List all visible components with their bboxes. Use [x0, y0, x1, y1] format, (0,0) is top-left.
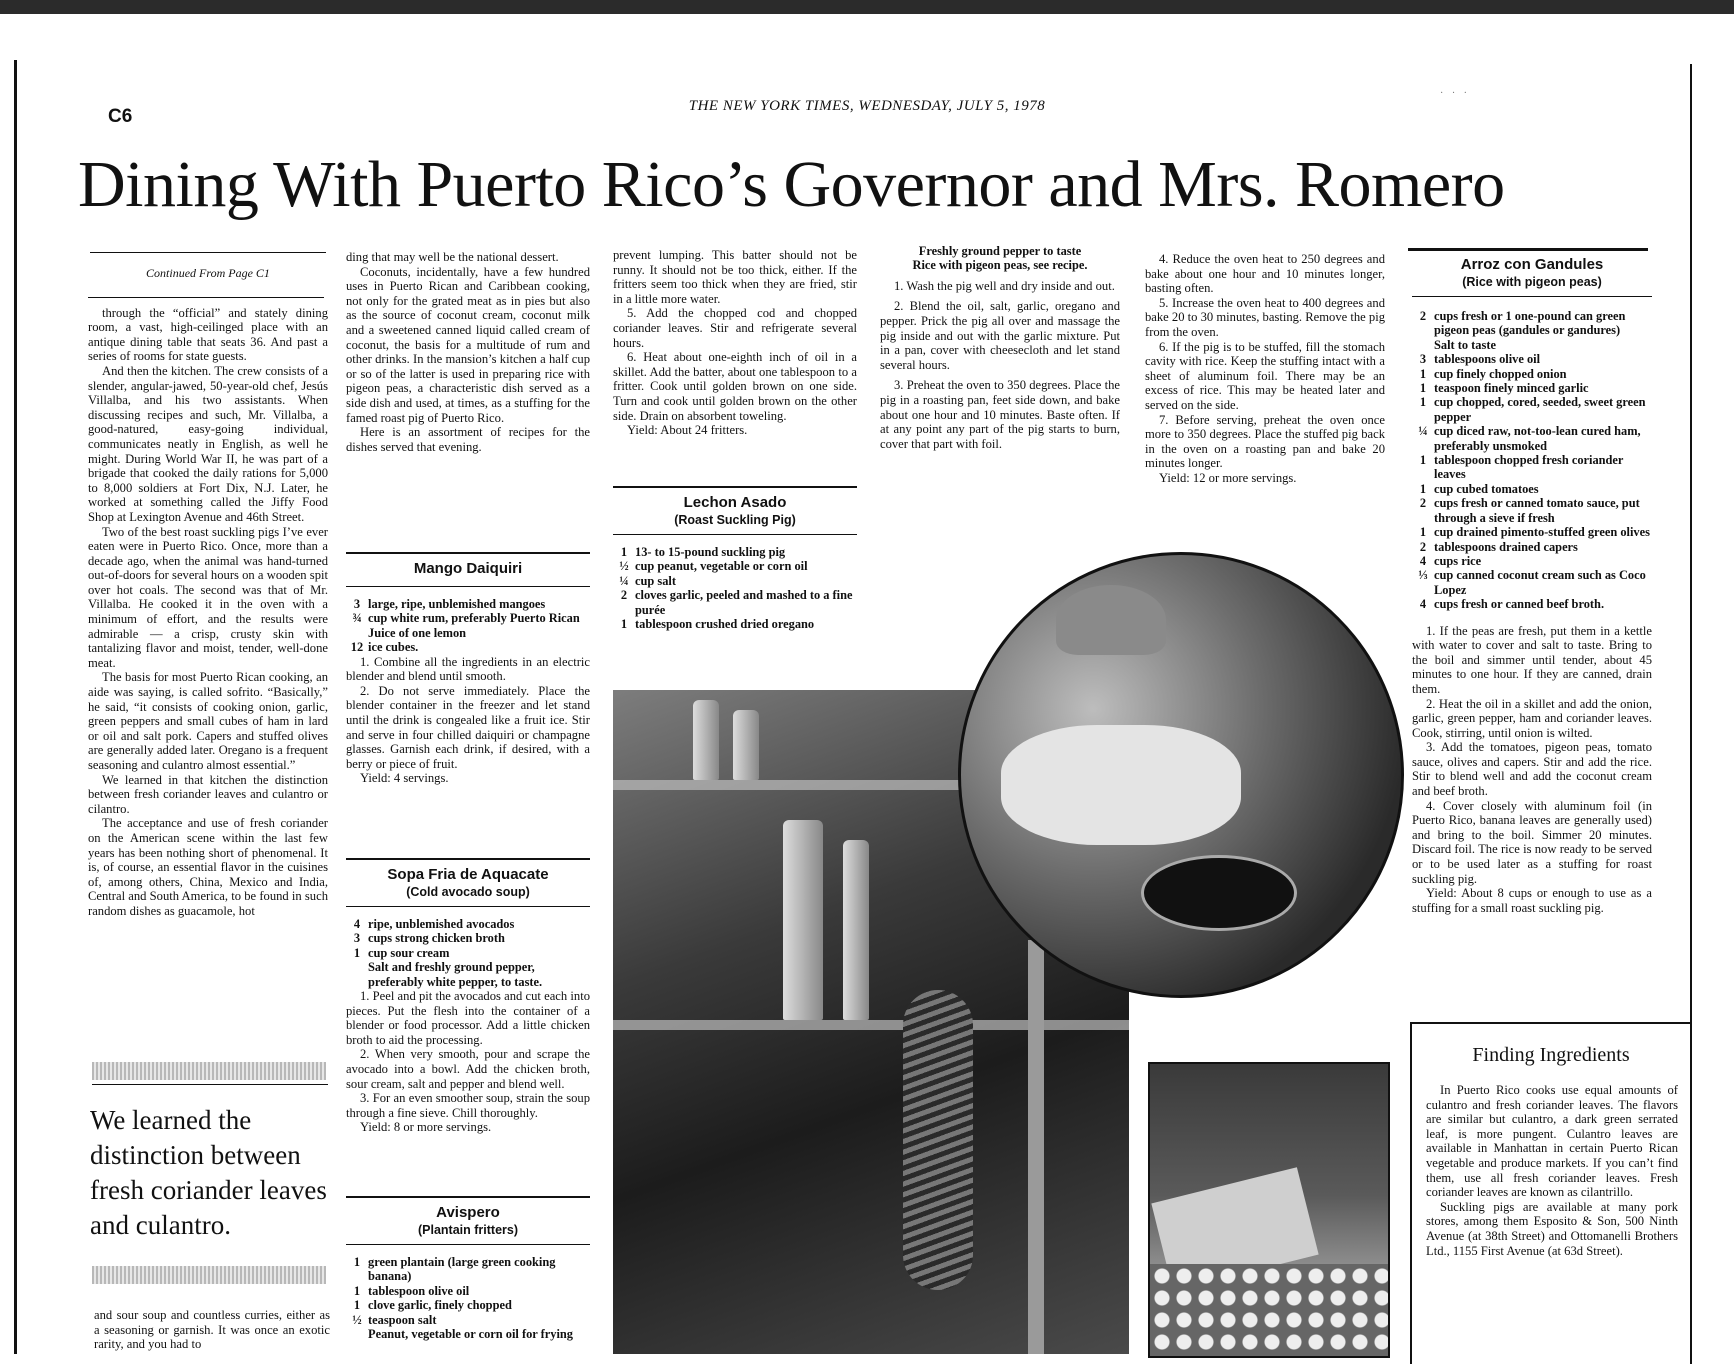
photo-chef-hat: [1056, 585, 1166, 655]
ingredient-item: [613, 559, 857, 573]
photo-fruit: [1150, 1264, 1388, 1356]
ingredient-quantity: 1: [1419, 366, 1427, 381]
ingredient-item: [346, 960, 590, 989]
ingredient-quantity: 4: [1419, 597, 1427, 612]
chef-portrait-photo: [958, 552, 1404, 998]
ingredient-quantity: 12: [350, 640, 364, 655]
recipe-step: 3. Preheat the oven to 350 degrees. Place the pig in a roasting pan, feet side down, and bake about one hour and 10 minutes. Baste often. If at any point any part of the pig starts to burn, cover that part with foil.: [880, 378, 1120, 451]
recipe-step: 7. Before serving, preheat the oven once more to 350 degrees. Place the stuffed pig back in the oven on a roasting pan and bake 20 minutes longer.: [1145, 412, 1385, 471]
recipe-steps: [1412, 624, 1652, 887]
recipe-avispero: [346, 1204, 590, 1341]
recipe-step: 4. Reduce the oven heat to 250 degrees and bake about one hour and 10 minutes longer, basting often.: [1145, 252, 1385, 296]
ingredient-quantity: 2: [1419, 539, 1427, 554]
ingredient-list: [1412, 309, 1652, 612]
recipe-yield: Yield: 4 servings.: [360, 771, 449, 786]
ingredient-item: [1412, 352, 1652, 366]
ingredient-item: [1412, 554, 1652, 568]
photo-chef-shirt: [1001, 725, 1241, 845]
ingredient-quantity: ¾: [352, 611, 362, 626]
ingredient-list: [613, 545, 857, 631]
photo-post: [1028, 940, 1044, 1354]
ingredient-item: [1412, 309, 1652, 338]
ingredient-text: tablespoon chopped fresh coriander leaves: [1434, 453, 1624, 482]
ingredient-quantity: ¼: [619, 573, 629, 588]
ingredient-item: [1412, 381, 1652, 395]
ingredient-quantity: 1: [353, 1283, 361, 1298]
recipe-yield: Yield: 8 or more servings.: [360, 1120, 492, 1135]
ingredient-item: [1412, 395, 1652, 424]
recipe-subtitle: (Rice with pigeon peas): [1462, 275, 1602, 289]
dateline: THE NEW YORK TIMES, WEDNESDAY, JULY 5, 1978: [688, 98, 1046, 114]
recipe-step: 6. If the pig is to be stuffed, fill the stomach cavity with rice. Keep the stuffing intact with a sheet of aluminum foil. There may be an excess of rice. This may be heated later and served on the side.: [1145, 339, 1385, 412]
column-4: [880, 244, 1120, 451]
ingredient-quantity: 1: [1419, 481, 1427, 496]
ingredient-list: [346, 917, 590, 989]
body-paragraph: 6. Heat about one-eighth inch of oil in a skillet. Add the batter, about one tablespoon to a fritter. Cook until golden brown on one side. Turn and cook until golden brown on the other side. Drain on absorbent toweling.: [613, 350, 857, 423]
recipe-rule: [346, 552, 590, 554]
box-title: Finding Ingredients: [1472, 1044, 1630, 1066]
ingredient-item: [346, 611, 590, 625]
ingredient-item: [1412, 525, 1652, 539]
recipe-step: 3. Add the tomatoes, pigeon peas, tomato sauce, olives and capers. Stir and add the rice. Stir to blend well and add the coconut cream and beef broth.: [1412, 740, 1652, 799]
market-produce-photo: [1148, 1062, 1390, 1358]
ingredient-text: large, ripe, unblemished mangoes: [368, 597, 546, 611]
ingredient-text: cups rice: [1434, 553, 1482, 568]
headline: Dining With Puerto Rico’s Governor and Mrs. Romero: [78, 148, 1505, 221]
ingredient-text: 13- to 15-pound suckling pig: [635, 545, 786, 559]
recipe-yield: Yield: About 8 cups or enough to use as a stuffing for a small roast suckling pig.: [1412, 886, 1652, 915]
recipe-rule: [346, 586, 590, 587]
ingredient-item: [346, 1255, 590, 1284]
ingredient-item: [1412, 540, 1652, 554]
finding-ingredients-box: [1410, 1022, 1692, 1364]
ingredient-text: cup salt: [635, 573, 676, 588]
ingredient-quantity: ⅓: [1418, 568, 1428, 583]
recipe-rule: [346, 1196, 590, 1198]
column-rule: [90, 252, 326, 253]
recipe-title: Arroz con Gandules: [1460, 256, 1604, 273]
ingredient-continued: Freshly ground pepper to taste: [918, 244, 1082, 258]
ingredient-text: ice cubes.: [368, 640, 419, 655]
ingredient-item: [346, 1313, 590, 1327]
recipe-rule: [1408, 248, 1648, 251]
recipe-title: Sopa Fria de Aquacate: [387, 866, 549, 883]
ingredient-item: [1412, 424, 1652, 453]
ingredient-text: Salt and freshly ground pepper, preferably white pepper, to taste.: [368, 960, 543, 989]
body-paragraph: 5. Add the chopped cod and chopped coriander leaves. Stir and refrigerate several hours.: [613, 306, 857, 350]
ingredient-continued: Rice with pigeon peas, see recipe.: [912, 258, 1088, 273]
page-number: C6: [108, 106, 133, 127]
ingredient-text: cups fresh or canned beef broth.: [1434, 597, 1605, 612]
column-1-continued: [94, 1308, 330, 1352]
ingredient-text: tablespoons olive oil: [1434, 352, 1541, 367]
recipe-step: 5. Increase the oven heat to 400 degrees and bake 20 to 30 minutes, basting. Remove the pig from the oven.: [1145, 295, 1385, 339]
photo-bottle: [693, 700, 719, 780]
ingredient-item: [1412, 597, 1652, 611]
body-paragraph: The acceptance and use of fresh coriander on the American scene within the last few years has been nothing short of phenomenal. It is, of course, an essential flavor in the cuisines of, among others, China, Mexico and India, Central and South America, to be found in such random dishes as guacamole, hot: [88, 816, 328, 918]
scan-top-border: [0, 0, 1734, 14]
pullquote: We learned the distinction between fresh coriander leaves and culantro.: [90, 1105, 327, 1240]
body-paragraph: Yield: About 24 fritters.: [627, 423, 748, 438]
ingredient-text: cup drained pimento-stuffed green olives: [1434, 525, 1650, 540]
recipe-step: 1. Peel and pit the avocados and cut each into pieces. Put the flesh into the container of a blender or food processor. Add a little chicken broth to aid the processing.: [346, 989, 590, 1047]
ingredient-list: [346, 1255, 590, 1341]
photo-bowl: [1141, 855, 1297, 931]
ingredient-quantity: 2: [1419, 496, 1427, 511]
ingredient-quantity: 4: [353, 917, 361, 931]
ingredient-quantity: ½: [352, 1312, 362, 1327]
pullquote-rule: [92, 1084, 328, 1085]
recipe-title: Mango Daiquiri: [413, 560, 523, 577]
body-paragraph: We learned in that kitchen the distinction between fresh coriander leaves and culantro or cilantro.: [88, 772, 328, 816]
recipe-rule: [613, 486, 857, 488]
ingredient-quantity: 3: [353, 597, 361, 611]
recipe-title: Lechon Asado: [683, 494, 787, 511]
ingredient-item: [346, 626, 590, 640]
ingredient-text: tablespoon crushed dried oregano: [635, 617, 815, 632]
ingredient-text: cup peanut, vegetable or corn oil: [635, 559, 808, 574]
ingredient-quantity: 1: [353, 945, 361, 960]
recipe-step: 2. Do not serve immediately. Place the blender container in the freezer and let stand until the drink is congealed like a fruit ice. Stir and serve in four chilled daiquiri or champagne glasses. Garnish each drink, if desired, with a berry or piece of fruit.: [346, 683, 590, 771]
recipe-lechon-asado: [613, 494, 857, 631]
photo-bottle: [783, 820, 823, 1020]
recipe-rule: [346, 906, 590, 907]
ingredient-text: Juice of one lemon: [368, 625, 467, 640]
ingredient-quantity: 1: [1419, 453, 1427, 468]
ingredient-quantity: ½: [619, 559, 629, 574]
recipe-step: 1. Combine all the ingredients in an electric blender and blend until smooth.: [346, 654, 590, 684]
column-rule: [88, 297, 324, 298]
ingredient-text: cup sour cream: [368, 945, 450, 960]
ingredient-quantity: 1: [1419, 525, 1427, 540]
ingredient-item: [346, 597, 590, 611]
ingredient-text: tablespoons drained capers: [1434, 539, 1578, 554]
photo-bottle: [843, 840, 869, 1020]
ingredient-item: [346, 1284, 590, 1298]
recipe-step: 2. When very smooth, pour and scrape the avocado into a bowl. Add the chicken broth, sour cream, salt and pepper and blend well.: [346, 1047, 590, 1091]
ingredient-text: green plantain (large green cooking banana): [368, 1255, 556, 1284]
ingredient-item: [1412, 367, 1652, 381]
ingredient-item: [613, 588, 857, 617]
ingredient-quantity: 1: [1419, 381, 1427, 396]
ingredient-text: cup white rum, preferably Puerto Rican: [368, 611, 580, 626]
ingredient-item: [613, 574, 857, 588]
ingredient-item: [1412, 453, 1652, 482]
ingredient-quantity: 1: [620, 545, 628, 559]
recipe-step: 1. Wash the pig well and dry inside and out.: [894, 278, 1115, 293]
ingredient-text: cup cubed tomatoes: [1434, 481, 1539, 496]
body-paragraph: Coconuts, incidentally, have a few hundred uses in Puerto Rican and Caribbean cooking, not only for the grated meat as in pies but also as the source of coconut cream, coconut milk and a sweetened canned liquid called cream of coconut, the basis for a multitude of rum and other drinks. In the mansion’s kitchen a half cup or so of the latter is used in preparing rice with pigeon peas, a characteristic dish served as a side dish and used, at times, as a stuffing for the famed roast pig of Puerto Rico.: [346, 264, 590, 425]
column-1: [88, 258, 328, 919]
recipe-mango-daiquiri: [346, 560, 590, 786]
pullquote-border-bottom: [92, 1266, 326, 1284]
ingredient-quantity: 1: [1419, 395, 1427, 410]
ingredient-quantity: 2: [1419, 309, 1427, 323]
photo-shelf: [613, 1020, 1129, 1030]
box-text: [1412, 1083, 1690, 1258]
recipe-subtitle: (Roast Suckling Pig): [674, 513, 796, 527]
ingredient-quantity: 3: [353, 931, 361, 946]
ingredient-quantity: ¼: [1418, 424, 1428, 439]
box-paragraph: Suckling pigs are available at many pork stores, among them Esposito & Son, 500 Ninth Avenue (at 38th Street) and Ottomanelli Brothers Ltd., 1155 First Avenue (at 63d Street).: [1426, 1199, 1678, 1258]
recipe-step: 2. Heat the oil in a skillet and add the onion, garlic, green pepper, ham and coriander leaves. Cook, stirring, until onion is wilted.: [1412, 696, 1652, 740]
ingredient-item: [346, 1298, 590, 1312]
ingredient-text: clove garlic, finely chopped: [368, 1298, 512, 1313]
ingredient-text: cloves garlic, peeled and mashed to a fine purée: [635, 588, 853, 617]
recipe-rule: [1412, 296, 1652, 297]
pullquote-border-top: [92, 1062, 326, 1080]
recipe-yield: Yield: 12 or more servings.: [1159, 470, 1297, 485]
ingredient-quantity: 1: [353, 1298, 361, 1313]
ingredient-item: [346, 1327, 590, 1341]
ingredient-item: [1412, 338, 1652, 352]
ingredient-text: cups fresh or canned tomato sauce, put through a sieve if fresh: [1434, 496, 1640, 525]
ingredient-item: [1412, 482, 1652, 496]
body-paragraph: And then the kitchen. The crew consists of a slender, angular-jawed, 50-year-old chef, Jesús Villalba, and his two assistants. When discussing recipes and such, Mr. Villalba, a good-natured, easy-going individual, communicates neatly in English, as well he might. During World War II, he was part of a brigade that cooked the daily rations for 5,000 to 8,000 soldiers at Fort Dix, N.J. Later, he worked at something called the Jiffy Food Shop at Lexington Avenue and 46th Street.: [88, 363, 328, 524]
ingredient-text: Salt to taste: [1434, 337, 1496, 352]
ingredient-quantity: 1: [620, 617, 628, 632]
ingredient-text: cup chopped, cored, seeded, sweet green pepper: [1434, 395, 1646, 424]
body-paragraph: The basis for most Puerto Rican cooking, an aide was saying, is called sofrito. “Basically,” he said, “it consists of cooking onion, garlic, green peppers and small cubes of ham in lard or oil and salt pork. Capers and stuffed olives are generally added later. Oregano is a frequent seasoning and culantro almost essential.”: [88, 670, 328, 772]
ingredient-text: Peanut, vegetable or corn oil for frying: [368, 1327, 573, 1342]
ingredient-text: ripe, unblemished avocados: [368, 917, 515, 931]
ingredient-text: cup finely chopped onion: [1434, 366, 1567, 381]
recipe-step: 1. If the peas are fresh, put them in a kettle with water to cover and salt to taste. Bring to the boil and simmer until tender, about 45 minutes to one hour. If they are canned, drain them.: [1412, 623, 1652, 696]
ingredient-item: [613, 617, 857, 631]
scan-specks: · · ·: [1440, 88, 1470, 99]
left-margin-rule: [14, 60, 17, 1354]
column-2: [346, 250, 590, 454]
recipe-rule: [613, 534, 857, 535]
ingredient-item: [346, 640, 590, 654]
ingredient-item: [346, 931, 590, 945]
ingredient-text: tablespoon olive oil: [368, 1283, 470, 1298]
ingredient-quantity: 3: [1419, 352, 1427, 367]
ingredient-text: teaspoon finely minced garlic: [1434, 381, 1589, 396]
ingredient-quantity: 2: [620, 588, 628, 603]
ingredient-item: [1412, 568, 1652, 597]
ingredient-quantity: 1: [353, 1255, 361, 1269]
recipe-rule: [346, 858, 590, 860]
recipe-title: Avispero: [436, 1204, 500, 1221]
body-paragraph: through the “official” and stately dining room, a vast, high-ceilinged place with an antique dining table that seats 36. And past a series of rooms for state guests.: [88, 305, 328, 364]
recipe-step: 3. For an even smoother soup, strain the soup through a fine sieve. Chill thoroughly.: [346, 1091, 590, 1120]
body-paragraph: ding that may well be the national dessert.: [346, 250, 559, 264]
recipe-arroz-con-gandules: [1412, 256, 1652, 915]
recipe-steps: [346, 989, 590, 1120]
continued-line: Continued From Page C1: [146, 266, 270, 280]
photo-bottle: [733, 710, 759, 780]
body-paragraph: Here is an assortment of recipes for the dishes served that evening.: [346, 425, 590, 454]
column-5: [1145, 252, 1385, 486]
ingredient-item: [346, 917, 590, 931]
column-3: [613, 248, 857, 438]
ingredient-text: cups fresh or 1 one-pound can green pigeon peas (gandules or gandures): [1434, 309, 1626, 338]
ingredient-text: cup canned coconut cream such as Coco Lopez: [1434, 568, 1646, 597]
photo-hanging-ham: [903, 990, 973, 1290]
body-paragraph: prevent lumping. This batter should not be runny. It should not be too thick, either. If the fritters seem too thick when they are fried, stir in a little more water.: [613, 248, 857, 306]
ingredient-item: [613, 545, 857, 559]
ingredient-quantity: 4: [1419, 553, 1427, 568]
body-paragraph: Two of the best roast suckling pigs I’ve ever eaten were in Puerto Rico. Once, more than a decade ago, when the animal was hand-turned out-of-doors for several hours on a wooden spit over hot coals. The second was that of Mr. Villalba. He cooked it in the oven with a minimum of effort, and the results were admirable — a crisp, crusty skin with tantalizing flavor and moist, tender, well-done meat.: [88, 524, 328, 670]
recipe-step: 2. Blend the oil, salt, garlic, oregano and pepper. Prick the pig all over and massage the pig inside and out with the garlic mixture. Put in a pan, cover with cheesecloth and let stand several hours.: [880, 299, 1120, 372]
body-paragraph: and sour soup and countless curries, either as a seasoning or garnish. It was once an exotic rarity, and you had to: [94, 1308, 330, 1352]
recipe-subtitle: (Plantain fritters): [417, 1223, 518, 1237]
recipe-steps: [346, 655, 590, 772]
recipe-subtitle: (Cold avocado soup): [406, 885, 530, 899]
box-paragraph: In Puerto Rico cooks use equal amounts of culantro and fresh coriander leaves. The flavors are similar but culantro, a dark green serrated leaf, is more pungent. Culantro leaves are available in Manhattan in certain Puerto Rican vegetable and produce markets. If you can’t find them, use all fresh coriander leaves. Fresh coriander leaves are known as cilantrillo.: [1426, 1083, 1678, 1200]
recipe-step: 4. Cover closely with aluminum foil (in Puerto Rico, banana leaves are generally used) and bring to the boil. Simmer 20 minutes. Discard foil. The rice is now ready to be served or to be used later as a stuffing for roast suckling pig.: [1412, 798, 1652, 886]
recipe-sopa-fria: [346, 866, 590, 1135]
ingredient-text: cups strong chicken broth: [368, 931, 505, 946]
ingredient-item: [1412, 496, 1652, 525]
ingredient-list: [346, 597, 590, 655]
recipe-rule: [346, 1244, 590, 1245]
ingredient-text: cup diced raw, not-too-lean cured ham, preferably unsmoked: [1434, 424, 1641, 453]
ingredient-item: [346, 946, 590, 960]
ingredient-text: teaspoon salt: [368, 1312, 437, 1327]
